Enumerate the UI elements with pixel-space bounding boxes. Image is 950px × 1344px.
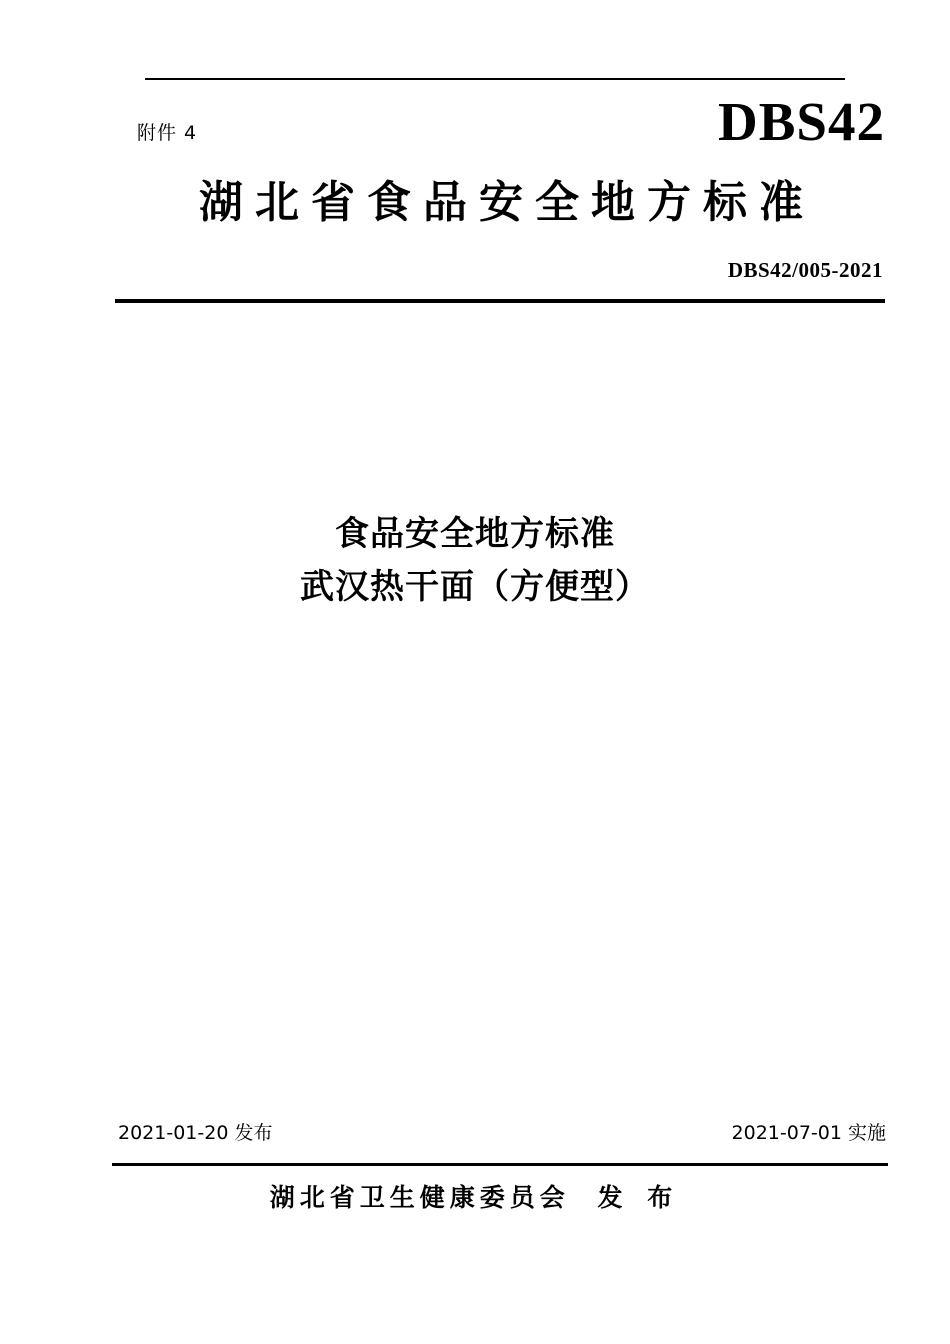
document-title-line-2: 武汉热干面（方便型） (300, 566, 650, 607)
attachment-label: 附件 4 (137, 122, 198, 144)
header-bottom-rule (115, 299, 885, 303)
document-title-block (0, 508, 950, 613)
dates-row (118, 1118, 886, 1145)
issuer-name: 湖北省卫生健康委员会 (269, 1183, 570, 1212)
effective-date: 2021-07-01 实施 (731, 1122, 886, 1144)
standard-prefix-code: DBS42 (718, 91, 885, 152)
standard-number: DBS42/005-2021 (727, 258, 883, 282)
standard-header (115, 78, 885, 303)
footer-rule (112, 1163, 888, 1166)
header-top-row (115, 80, 885, 162)
standard-title: 湖北省食品安全地方标准 (199, 177, 815, 228)
issuer-publish-label: 发 布 (597, 1183, 681, 1212)
issue-date: 2021-01-20 发布 (118, 1122, 273, 1144)
document-title-line-1: 食品安全地方标准 (335, 514, 615, 554)
issuer-line (0, 1178, 950, 1214)
